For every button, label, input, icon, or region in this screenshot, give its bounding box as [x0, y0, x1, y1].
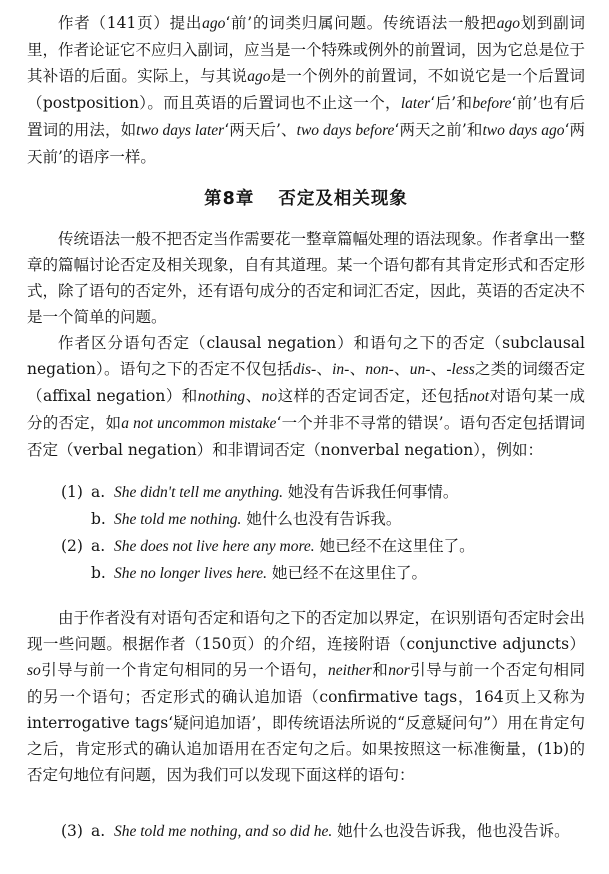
example-2b: [61, 560, 585, 587]
example-letter: b.: [91, 510, 106, 528]
text-run: 对语句某一成分的否定，如: [27, 387, 585, 432]
example-chinese: 她没有告诉我任何事情。: [287, 483, 459, 501]
chapter-title: 否定及相关现象: [278, 189, 408, 209]
text-run: ‘后’和: [430, 94, 473, 112]
text-run: ‘前’的词类归属问题。传统语法一般把: [225, 14, 497, 32]
text-run: 引导与前一个肯定句相同的另一个语句，: [40, 661, 328, 679]
text-run: 、: [430, 360, 447, 378]
italic-term: two days before: [296, 122, 395, 139]
text-run: 划到副词里，作者论证它不应归入副词，应当是一个特殊或例外的前置词，因为它总是位于其补语的后面。实际上，与其说: [27, 14, 586, 85]
example-chinese: 她什么也没有告诉我。: [246, 510, 402, 528]
text-run: 引导与前一个否定句相同的另一个语句；否定形式的确认追加语（confirmative tags，164页上又称为interrogative tags‘疑问追加语’，即传统语法所说的“反意疑问句”）用在肯定句之后，肯定形式的确认追加语用在否定句之后。如果按照这一标准衡量，(1b)的否定句地位有问题，因为我们可以发现下面这样的语句：: [27, 661, 585, 784]
example-1a: [61, 479, 585, 506]
italic-term: not: [469, 388, 490, 405]
example-1b: [61, 506, 585, 533]
paragraph-negation-intro: [27, 226, 585, 330]
example-english: She didn't tell me anything.: [113, 484, 283, 501]
italic-term: -less: [446, 361, 475, 378]
italic-term: ago: [202, 15, 226, 32]
example-number: (2): [61, 537, 83, 555]
italic-term: non-: [365, 361, 394, 378]
italic-term: two days ago: [482, 122, 565, 139]
text-run: 、: [245, 387, 262, 405]
italic-term: dis-: [292, 361, 317, 378]
italic-term: un-: [409, 361, 431, 378]
text-run: 这样的否定词否定，还包括: [277, 387, 470, 405]
example-english: She told me nothing.: [113, 511, 242, 528]
example-number: (3): [61, 822, 83, 840]
italic-term: ago: [247, 68, 271, 85]
text-run: 作者（141页）提出: [58, 14, 203, 32]
example-2a: [61, 533, 585, 560]
text-run: 是一个例外的前置词，不如说它是一个后置词（postposition）。而且英语的后置词也不止这一个，: [27, 67, 585, 112]
text-run: 传统语法一般不把否定当作需要花一整章篇幅处理的语法现象。作者拿出一整章的篇幅讨论否定及相关现象，自有其道理。某一个语句都有其肯定形式和否定形式，除了语句的否定外，还有语句成分的否定和词汇否定，因此，英语的否定决不是一个简单的问题。: [27, 230, 586, 326]
example-chinese: 她已经不在这里住了。: [271, 564, 427, 582]
example-chinese: 她已经不在这里住了。: [319, 537, 475, 555]
text-run: ‘两天后’、: [224, 121, 297, 139]
paragraph-ago-postposition: [27, 10, 585, 170]
text-run: 、: [316, 360, 333, 378]
italic-term: so: [27, 662, 41, 679]
text-run: 、: [349, 360, 366, 378]
example-number: (1): [61, 483, 83, 501]
italic-term: nothing: [197, 388, 246, 405]
chapter-number: 第8章: [204, 189, 255, 209]
text-run: 和: [371, 661, 389, 679]
page-body: [27, 10, 585, 845]
example-list: [61, 479, 585, 587]
italic-term: a not uncommon mistake: [121, 415, 277, 432]
text-run: 之类的词缀否定（affixal negation）和: [27, 360, 585, 405]
text-run: 由于作者没有对语句否定和语句之下的否定加以界定，在识别语句否定时会出现一些问题。根据作者（150页）的介绍，连接附语（conjunctive adjuncts）: [27, 609, 586, 653]
italic-term: ago: [496, 15, 520, 32]
text-run: ‘一个并非不寻常的错误’。语句否定包括谓词否定（verbal negation）和非谓词否定（nonverbal negation），例如：: [27, 414, 586, 459]
example-english: She does not live here any more.: [113, 538, 315, 555]
italic-term: nor: [388, 662, 410, 679]
italic-term: two days later: [136, 122, 225, 139]
example-letter: a.: [91, 537, 106, 555]
example-letter: a.: [91, 483, 106, 501]
text-run: ‘前’也有后置词的用法，如: [27, 94, 585, 139]
example-english: She no longer lives here.: [113, 565, 268, 582]
example-english: She told me nothing, and so did he.: [113, 823, 333, 840]
example-letter: a.: [91, 822, 106, 840]
paragraph-clausal-negation: [27, 330, 585, 463]
example-letter: b.: [91, 564, 106, 582]
text-run: 作者区分语句否定（clausal negation）和语句之下的否定（subclausal negation）。语句之下的否定不仅包括: [27, 334, 585, 378]
chapter-heading: [27, 186, 585, 212]
italic-term: no: [261, 388, 278, 405]
italic-term: in-: [332, 361, 350, 378]
text-run: ‘两天之前’和: [394, 121, 483, 139]
text-run: 、: [393, 360, 410, 378]
italic-term: later: [400, 95, 431, 112]
italic-term: before: [472, 95, 512, 112]
italic-term: neither: [327, 662, 372, 679]
example-chinese: 她什么也没告诉我，他也没告诉。: [337, 822, 570, 840]
text-run: ‘两天前’的语序一样。: [27, 121, 585, 166]
paragraph-conjunctive-adjuncts: [27, 605, 585, 788]
example-3a: [61, 818, 585, 845]
